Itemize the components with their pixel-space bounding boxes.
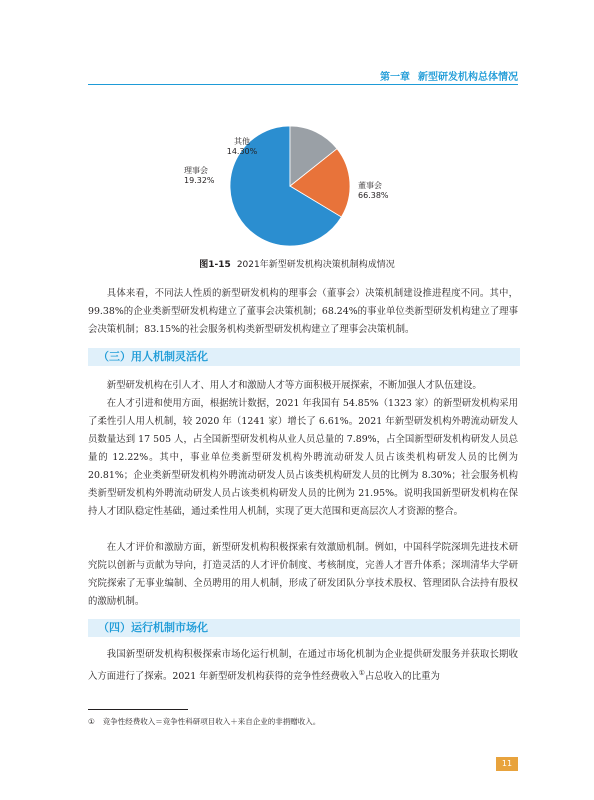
paragraph-operation-tail: 占总收入的比重为 bbox=[364, 671, 440, 683]
pie-label-board bbox=[358, 181, 389, 201]
pie-label-council-name: 理事会 bbox=[184, 166, 208, 175]
pie-label-council bbox=[184, 166, 215, 186]
pie-label-board-name: 董事会 bbox=[358, 181, 382, 190]
figure-number: 图1-15 bbox=[199, 260, 231, 270]
header-chapter: 第一章 bbox=[380, 72, 410, 83]
figure-title: 2021年新型研发机构决策机制构成情况 bbox=[236, 260, 395, 270]
footnote-ref-mark[interactable]: ① bbox=[358, 669, 365, 677]
footnote bbox=[88, 716, 518, 727]
footnote-divider bbox=[88, 709, 188, 710]
footnote-text: 竞争性经费收入＝竞争性科研项目收入＋来自企业的非捐赠收入。 bbox=[102, 717, 321, 726]
paragraph-talent-recruitment: 在人才引进和使用方面，根据统计数据，2021 年我国有 54.85%（1323 家）的新型研发机构采用了柔性引人用人机制，较 2020 年（1241 家）增长了 6.61%。2021 年新型研发机构外聘流动研发人员数量达到 17 505 人，占全国新型研发机构从业人员总量的 7.89%，占全国新型研发机构研发人员总量的 12.22%。其中，事业单位类新型研发机构外聘流动研发人员占该类机构研发人员的比例为 20.81%；企业类新型研发机构外聘流动研发人员占该类机构研发人员的比例为 8.30%；社会服务机构类新型研发机构外聘流动研发人员占该类机构研发人员的比例为 21.95%。说明我国新型研发机构在保持人才团队稳定性基础，通过柔性用人机制，实现了更大范围和更高层次人才资源的整合。 bbox=[88, 398, 518, 517]
pie-label-other-name: 其他 bbox=[234, 137, 250, 146]
header-title: 新型研发机构总体情况 bbox=[418, 72, 518, 83]
pie-label-other bbox=[222, 137, 262, 157]
footnote-mark: ① bbox=[88, 717, 95, 726]
pie-label-board-pct: 66.38% bbox=[358, 191, 389, 200]
pie-label-other-pct: 14.30% bbox=[226, 147, 258, 156]
paragraph-talent-intro: 新型研发机构在引人才、用人才和激励人才等方面积极开展探索，不断加强人才队伍建设。 bbox=[106, 380, 482, 391]
section-heading-operation: （四）运行机制市场化 bbox=[88, 619, 520, 637]
paragraph-decision-mechanism: 具体来看，不同法人性质的新型研发机构的理事会（董事会）决策机制建设推进程度不同。其中，99.38%的企业类新型研发机构建立了董事会决策机制；68.24%的事业单位类新型研发机构建立了理事会决策机制；83.15%的社会服务机构类新型研发机构建立了理事会决策机制。 bbox=[88, 288, 518, 335]
paragraph-operation-main: 我国新型研发机构积极探索市场化运行机制，在通过市场化机制为企业提供研发服务并获取长期收入方面进行了探索。2021 年新型研发机构获得的竞争性经费收入 bbox=[88, 649, 518, 683]
paragraph-operation bbox=[88, 646, 518, 686]
paragraph-talent-incentive: 在人才评价和激励方面，新型研发机构积极探索有效激励机制。例如，中国科学院深圳先进技术研究院以创新与贡献为导向，打造灵活的人才评价制度、考核制度，完善人才晋升体系；深圳清华大学研究院探索了无事业编制、全员聘用的用人机制，形成了研发团队分享技术股权、管理团队合法持有股权的激励机制。 bbox=[88, 542, 518, 607]
figure-caption bbox=[0, 257, 594, 270]
pie-label-council-pct: 19.32% bbox=[184, 176, 215, 185]
page-number: 11 bbox=[496, 757, 518, 771]
section-heading-talent: （三）用人机制灵活化 bbox=[88, 348, 520, 366]
